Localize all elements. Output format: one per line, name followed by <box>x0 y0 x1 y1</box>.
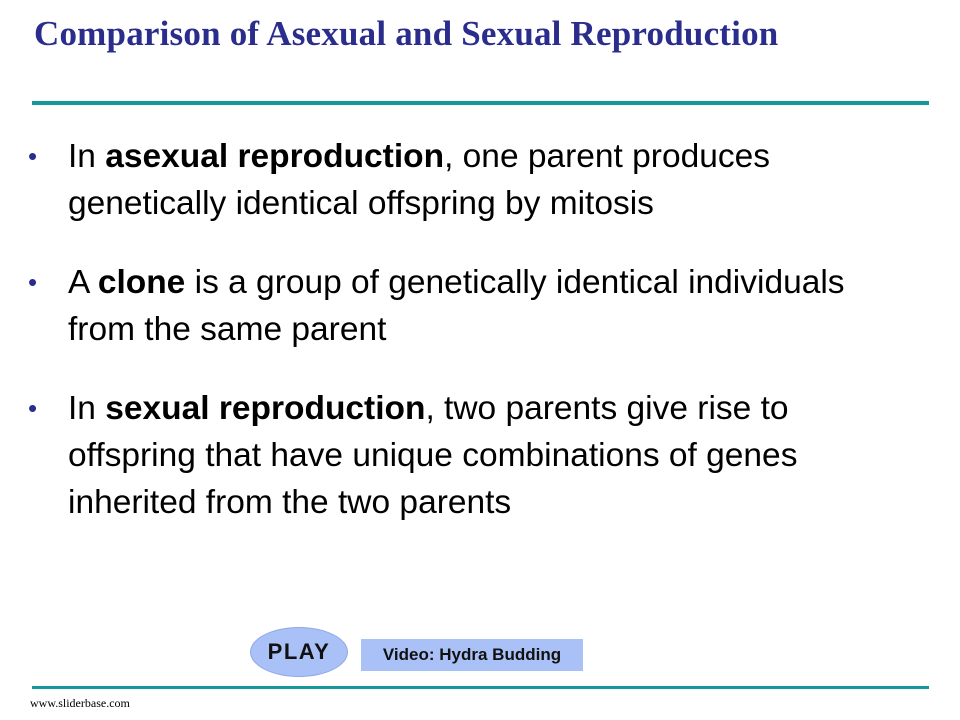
bullet-item-clone <box>0 259 918 353</box>
key-term: sexual reproduction <box>105 390 426 427</box>
bullet-text: In sexual reproduction, two parents give rise to offspring that have unique combinations of genes inherited from the two parents <box>68 390 798 521</box>
bullet-marker: • <box>28 141 38 171</box>
bullet-list <box>0 133 960 558</box>
bullet-marker: • <box>28 267 38 297</box>
video-link[interactable]: Video: Hydra Budding <box>361 639 583 671</box>
bullet-text: A clone is a group of genetically identical individuals from the same parent <box>68 264 845 348</box>
key-term: asexual reproduction <box>105 138 445 175</box>
footer-divider <box>32 686 929 689</box>
bullet-item-sexual <box>0 385 918 526</box>
key-term: clone <box>97 264 186 301</box>
slide-title: Comparison of Asexual and Sexual Reproduction <box>34 14 779 53</box>
bullet-marker: • <box>28 393 38 423</box>
bullet-text: In asexual reproduction, one parent produces genetically identical offspring by mitosis <box>68 138 770 222</box>
bullet-item-asexual <box>0 133 918 227</box>
play-button[interactable]: PLAY <box>250 627 348 677</box>
title-divider <box>32 101 929 105</box>
footer-url: www.sliderbase.com <box>30 696 130 710</box>
